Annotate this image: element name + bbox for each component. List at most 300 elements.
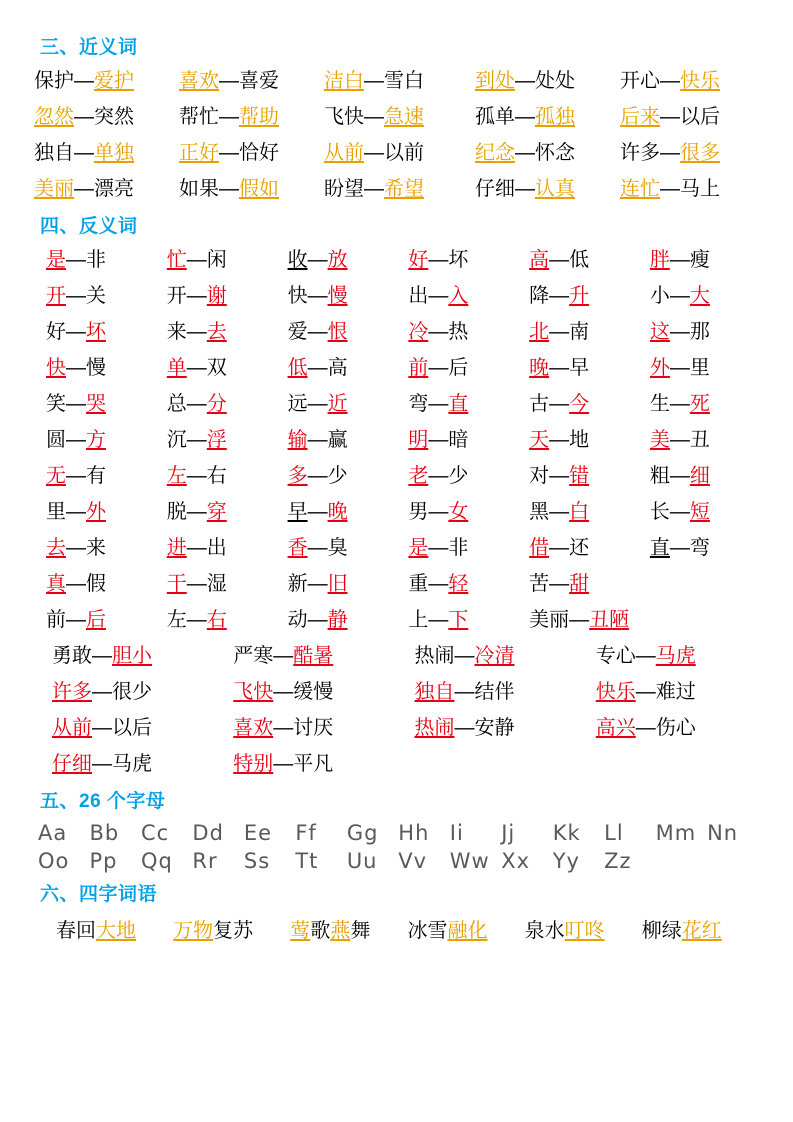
pair-dash: — — [186, 501, 207, 523]
word-right: 急速 — [384, 106, 424, 128]
word-left: 古 — [529, 393, 550, 415]
word-left: 上 — [408, 609, 429, 631]
word-pair — [397, 642, 578, 671]
idiom-part: 冰雪 — [407, 920, 448, 942]
word-pair — [34, 534, 155, 563]
word-left: 连忙 — [620, 178, 660, 200]
word-right: 丑 — [689, 429, 710, 451]
word-left: 快 — [46, 357, 66, 379]
word-pair — [276, 462, 397, 491]
alphabet-letter: Pp — [89, 849, 118, 873]
word-right: 马虎 — [112, 753, 152, 775]
word-pair — [469, 175, 620, 204]
word-left: 这 — [649, 321, 670, 343]
pair-dash: — — [307, 501, 328, 523]
word-left: 总 — [166, 393, 187, 415]
pair-dash: — — [186, 429, 207, 451]
word-pair — [620, 103, 765, 132]
alphabet-letter: Nn — [707, 821, 739, 845]
alphabet-letter: Cc — [140, 821, 170, 845]
word-left: 特别 — [233, 753, 274, 775]
word-left: 独自 — [34, 142, 74, 164]
word-right: 穿 — [206, 501, 227, 523]
word-pair — [517, 318, 638, 347]
idiom-part: 泉水 — [524, 920, 565, 942]
pair-dash: — — [219, 70, 239, 92]
word-pair — [396, 462, 517, 491]
idiom-item — [407, 914, 524, 943]
word-right: 甜 — [569, 573, 590, 595]
word-right: 双 — [206, 357, 227, 379]
pair-dash: — — [515, 106, 535, 128]
idiom-part: 燕 — [330, 920, 351, 942]
word-pair — [179, 103, 324, 132]
word-left: 借 — [529, 537, 550, 559]
alphabet-letter: Aa — [38, 821, 68, 845]
pair-dash: — — [66, 465, 86, 487]
pair-dash: — — [307, 429, 328, 451]
word-right: 难过 — [655, 681, 696, 703]
word-row — [34, 139, 759, 168]
word-pair — [517, 354, 638, 383]
word-row — [34, 462, 759, 491]
word-left: 单 — [166, 357, 187, 379]
word-left: 干 — [166, 573, 187, 595]
word-left: 热闹 — [414, 717, 455, 739]
pair-dash: — — [569, 609, 590, 631]
word-pair — [34, 246, 155, 275]
word-left: 帮忙 — [179, 106, 219, 128]
word-pair — [276, 534, 397, 563]
word-right: 胆小 — [112, 645, 152, 667]
idiom-part: 融化 — [447, 920, 488, 942]
word-right: 酷暑 — [293, 645, 334, 667]
pair-dash: — — [669, 429, 690, 451]
word-left: 忙 — [166, 249, 187, 271]
word-left: 香 — [287, 537, 308, 559]
word-left: 对 — [529, 465, 550, 487]
pair-dash: — — [74, 70, 94, 92]
word-right: 今 — [569, 393, 590, 415]
word-pair — [620, 139, 765, 168]
word-pair — [638, 570, 759, 599]
word-right: 湿 — [206, 573, 227, 595]
pair-dash: — — [549, 429, 570, 451]
word-left: 独自 — [414, 681, 455, 703]
pair-dash: — — [307, 465, 328, 487]
word-row — [34, 426, 759, 455]
pair-dash: — — [66, 537, 86, 559]
word-left: 来 — [166, 321, 187, 343]
pair-dash: — — [307, 609, 328, 631]
pair-dash: — — [669, 537, 690, 559]
word-pair — [276, 282, 397, 311]
word-row — [34, 714, 759, 743]
word-pair — [34, 750, 215, 779]
idiom-part: 柳绿 — [641, 920, 682, 942]
word-pair — [396, 354, 517, 383]
word-left: 低 — [287, 357, 308, 379]
idiom-part: 大地 — [96, 920, 136, 942]
word-right: 坏 — [86, 321, 106, 343]
word-left: 从前 — [324, 142, 364, 164]
alphabet-letter: Dd — [192, 821, 224, 845]
pair-dash: — — [549, 249, 570, 271]
alphabet-letter: Ss — [243, 849, 271, 873]
pair-dash: — — [307, 393, 328, 415]
word-left: 胖 — [649, 249, 670, 271]
word-left: 北 — [529, 321, 550, 343]
word-pair — [517, 606, 638, 635]
word-pair — [34, 642, 215, 671]
word-right: 处处 — [535, 70, 575, 92]
word-left: 真 — [46, 573, 66, 595]
word-left: 洁白 — [324, 70, 364, 92]
word-pair — [34, 426, 155, 455]
alphabet-letter: Jj — [501, 821, 516, 845]
word-left: 沉 — [166, 429, 187, 451]
word-left: 快乐 — [595, 681, 636, 703]
word-pair — [155, 426, 276, 455]
word-pair — [638, 534, 759, 563]
word-right: 外 — [86, 501, 106, 523]
word-left: 多 — [287, 465, 308, 487]
word-pair — [34, 103, 179, 132]
word-pair — [155, 462, 276, 491]
word-pair — [469, 103, 620, 132]
alphabet-letter: Mm — [655, 821, 697, 845]
alphabet-letter: Kk — [552, 821, 581, 845]
idiom-item — [290, 914, 407, 943]
word-pair — [396, 390, 517, 419]
word-right: 讨厌 — [293, 717, 334, 739]
word-left: 冷 — [408, 321, 429, 343]
word-pair — [397, 678, 578, 707]
pair-dash: — — [186, 249, 207, 271]
word-row — [34, 103, 759, 132]
word-pair — [34, 175, 179, 204]
alphabet-letter: Qq — [140, 849, 173, 873]
word-left: 远 — [287, 393, 308, 415]
word-right: 伤心 — [655, 717, 696, 739]
word-pair — [34, 318, 155, 347]
word-right: 有 — [86, 465, 106, 487]
word-pair — [396, 534, 517, 563]
word-right: 怀念 — [535, 142, 575, 164]
word-pair — [215, 714, 396, 743]
word-right: 结伴 — [474, 681, 515, 703]
word-right: 关 — [86, 285, 106, 307]
word-right: 非 — [86, 249, 106, 271]
word-left: 喜欢 — [179, 70, 219, 92]
word-pair — [276, 606, 397, 635]
idiom-item — [525, 914, 642, 943]
alphabet-letter: Ee — [243, 821, 273, 845]
pair-dash: — — [669, 321, 690, 343]
word-pair — [638, 498, 759, 527]
idiom-item — [173, 914, 290, 943]
word-left: 孤单 — [475, 106, 515, 128]
pair-dash: — — [66, 429, 86, 451]
word-left: 飞快 — [233, 681, 274, 703]
section-title-alphabet: 五、26 个字母 — [40, 791, 166, 812]
word-pair — [469, 139, 620, 168]
word-right: 以前 — [384, 142, 424, 164]
word-left: 圆 — [46, 429, 66, 451]
alphabet-letter: Ii — [449, 821, 464, 845]
pair-dash: — — [454, 681, 475, 703]
pair-dash: — — [549, 537, 570, 559]
word-pair — [155, 390, 276, 419]
word-right: 平凡 — [293, 753, 334, 775]
word-pair — [620, 67, 765, 96]
word-left: 仔细 — [475, 178, 515, 200]
word-right: 放 — [327, 249, 348, 271]
pair-dash: — — [66, 393, 86, 415]
word-pair — [34, 462, 155, 491]
word-left: 苦 — [529, 573, 550, 595]
pair-dash: — — [219, 142, 239, 164]
pair-dash: — — [669, 285, 690, 307]
word-left: 专心 — [595, 645, 636, 667]
word-right: 假 — [86, 573, 106, 595]
word-right: 暗 — [448, 429, 469, 451]
pair-dash: — — [549, 321, 570, 343]
word-right: 认真 — [535, 178, 575, 200]
pair-dash: — — [186, 393, 207, 415]
word-left: 晚 — [529, 357, 550, 379]
pair-dash: — — [635, 717, 656, 739]
word-right: 单独 — [94, 142, 134, 164]
word-left: 正好 — [179, 142, 219, 164]
pair-dash: — — [92, 645, 112, 667]
word-right: 漂亮 — [94, 178, 134, 200]
word-right: 死 — [689, 393, 710, 415]
word-right: 静 — [327, 609, 348, 631]
word-row — [34, 534, 759, 563]
pair-dash: — — [660, 178, 680, 200]
word-left: 左 — [166, 609, 187, 631]
word-right: 希望 — [384, 178, 424, 200]
word-left: 保护 — [34, 70, 74, 92]
word-left: 美 — [649, 429, 670, 451]
word-right: 女 — [448, 501, 469, 523]
word-pair — [34, 678, 215, 707]
word-right: 马上 — [680, 178, 720, 200]
word-row — [34, 67, 759, 96]
word-left: 新 — [287, 573, 308, 595]
word-pair — [179, 139, 324, 168]
word-row — [34, 246, 759, 275]
word-pair — [276, 570, 397, 599]
word-pair — [155, 354, 276, 383]
word-right: 恰好 — [239, 142, 279, 164]
word-pair — [517, 246, 638, 275]
word-right: 低 — [569, 249, 590, 271]
word-right: 去 — [206, 321, 227, 343]
alphabet-letter: Bb — [89, 821, 120, 845]
word-pair — [517, 570, 638, 599]
idiom-part: 复苏 — [213, 920, 254, 942]
word-right: 以后 — [112, 717, 152, 739]
pair-dash: — — [635, 645, 656, 667]
word-pair — [276, 354, 397, 383]
word-right: 浮 — [206, 429, 227, 451]
word-pair — [396, 282, 517, 311]
word-row — [34, 354, 759, 383]
pair-dash: — — [669, 393, 690, 415]
word-pair — [34, 570, 155, 599]
word-left: 粗 — [649, 465, 670, 487]
idiom-item — [56, 914, 173, 943]
word-right: 里 — [689, 357, 710, 379]
word-left: 是 — [46, 249, 66, 271]
word-left: 出 — [408, 285, 429, 307]
word-left: 盼望 — [324, 178, 364, 200]
word-pair — [578, 678, 759, 707]
pair-dash: — — [219, 106, 239, 128]
word-left: 是 — [408, 537, 429, 559]
word-row — [34, 678, 759, 707]
word-right: 谢 — [206, 285, 227, 307]
word-left: 好 — [46, 321, 66, 343]
pair-dash: — — [428, 573, 449, 595]
word-row — [34, 498, 759, 527]
word-left: 天 — [529, 429, 550, 451]
word-left: 如果 — [179, 178, 219, 200]
word-right: 高 — [327, 357, 348, 379]
word-pair — [34, 606, 155, 635]
word-pair — [324, 67, 469, 96]
pair-dash: — — [307, 285, 328, 307]
word-pair — [34, 354, 155, 383]
word-pair — [517, 282, 638, 311]
pair-dash: — — [307, 357, 328, 379]
pair-dash: — — [92, 681, 112, 703]
word-left: 左 — [166, 465, 187, 487]
section-title-antonyms: 四、反义词 — [40, 216, 138, 237]
pair-dash: — — [515, 178, 535, 200]
pair-dash: — — [273, 717, 294, 739]
pair-dash: — — [660, 142, 680, 164]
word-pair — [638, 246, 759, 275]
pair-dash: — — [549, 393, 570, 415]
word-right: 出 — [206, 537, 227, 559]
word-right: 入 — [448, 285, 469, 307]
word-left: 纪念 — [475, 142, 515, 164]
word-right: 孤独 — [535, 106, 575, 128]
word-left: 生 — [649, 393, 670, 415]
word-left: 黑 — [529, 501, 550, 523]
idiom-part: 歌 — [310, 920, 331, 942]
word-right: 恨 — [327, 321, 348, 343]
word-pair — [215, 678, 396, 707]
word-pair — [638, 282, 759, 311]
word-right: 丑陋 — [589, 609, 630, 631]
word-left: 老 — [408, 465, 429, 487]
pair-dash: — — [66, 609, 86, 631]
word-left: 高兴 — [595, 717, 636, 739]
word-left: 忽然 — [34, 106, 74, 128]
word-pair — [517, 390, 638, 419]
word-pair — [517, 462, 638, 491]
word-right: 缓慢 — [293, 681, 334, 703]
pair-dash: — — [454, 645, 475, 667]
pair-dash: — — [66, 501, 86, 523]
pair-dash: — — [660, 70, 680, 92]
word-left: 美丽 — [34, 178, 74, 200]
word-left: 高 — [529, 249, 550, 271]
word-row — [34, 390, 759, 419]
word-left: 许多 — [52, 681, 92, 703]
word-left: 后来 — [620, 106, 660, 128]
word-pair — [620, 175, 765, 204]
word-right: 直 — [448, 393, 469, 415]
pair-dash: — — [74, 106, 94, 128]
pair-dash: — — [428, 249, 449, 271]
alphabet-letter: Ww — [449, 849, 490, 873]
word-right: 地 — [569, 429, 590, 451]
word-left: 进 — [166, 537, 187, 559]
alphabet-letter: Ff — [295, 821, 317, 845]
word-left: 开心 — [620, 70, 660, 92]
word-right: 快乐 — [680, 70, 720, 92]
pair-dash: — — [364, 178, 384, 200]
word-row — [34, 175, 759, 204]
pair-dash: — — [660, 106, 680, 128]
pair-dash: — — [307, 573, 328, 595]
pair-dash: — — [515, 142, 535, 164]
pair-dash: — — [428, 609, 449, 631]
word-pair — [276, 498, 397, 527]
word-right: 近 — [327, 393, 348, 415]
word-right: 很多 — [680, 142, 720, 164]
alphabet-letter: Uu — [346, 849, 378, 873]
pair-dash: — — [186, 321, 207, 343]
word-right: 下 — [448, 609, 469, 631]
word-right: 那 — [689, 321, 710, 343]
alphabet-letter: Rr — [192, 849, 218, 873]
word-right: 冷清 — [474, 645, 515, 667]
idiom-part: 花红 — [681, 920, 722, 942]
idiom-part: 万物 — [173, 920, 214, 942]
word-pair — [276, 246, 397, 275]
word-pair — [34, 282, 155, 311]
word-right: 早 — [569, 357, 590, 379]
word-right: 晚 — [327, 501, 348, 523]
word-pair — [396, 570, 517, 599]
word-pair — [34, 67, 179, 96]
word-pair — [155, 246, 276, 275]
word-left: 好 — [408, 249, 429, 271]
word-pair — [155, 318, 276, 347]
pair-dash: — — [66, 249, 86, 271]
pair-dash: — — [428, 465, 449, 487]
idiom-part: 莺 — [290, 920, 311, 942]
word-right: 大 — [689, 285, 710, 307]
word-right: 坏 — [448, 249, 469, 271]
word-left: 无 — [46, 465, 66, 487]
synonyms-body — [34, 67, 759, 204]
pair-dash: — — [186, 537, 207, 559]
word-row — [34, 606, 759, 635]
word-pair — [638, 354, 759, 383]
word-left: 直 — [649, 537, 670, 559]
pair-dash: — — [364, 142, 384, 164]
word-left: 弯 — [408, 393, 429, 415]
word-right: 分 — [206, 393, 227, 415]
word-pair — [638, 390, 759, 419]
